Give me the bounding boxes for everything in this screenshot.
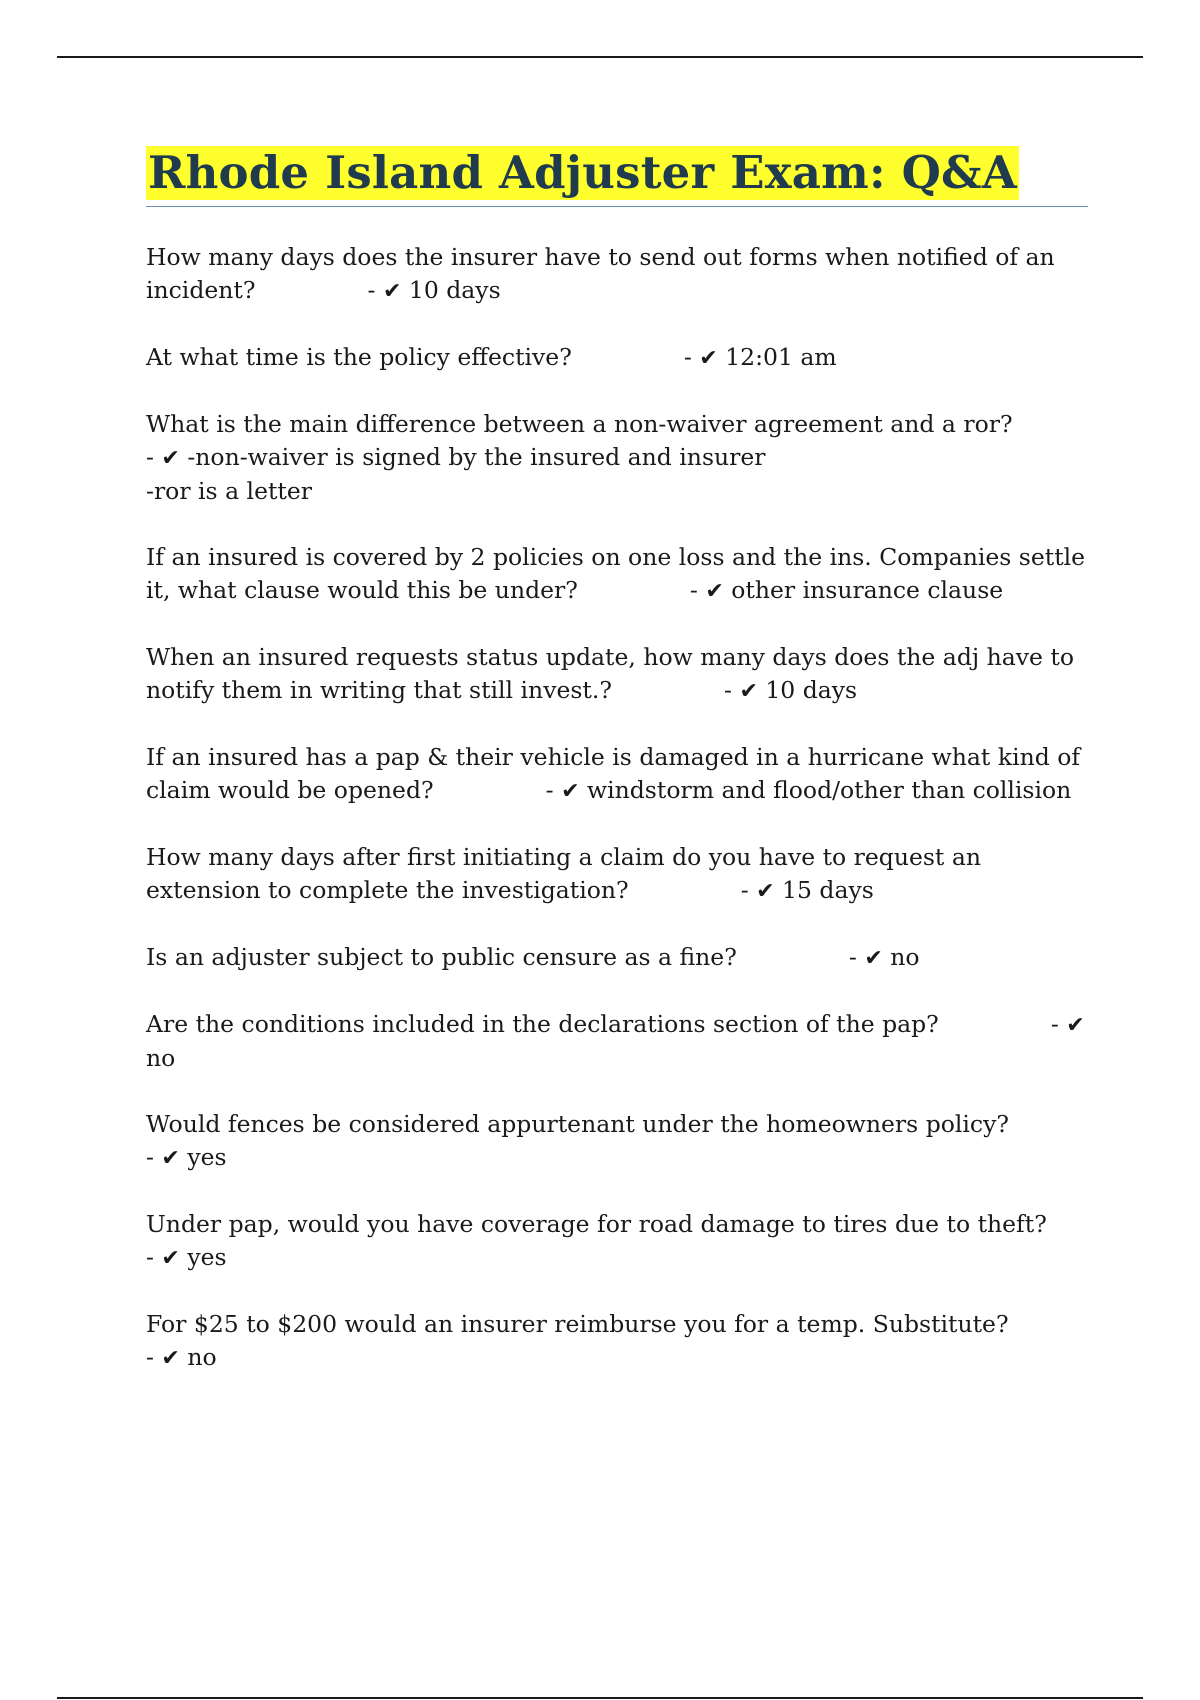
- answer: yes: [187, 1143, 227, 1171]
- qa-list: [146, 241, 1093, 1375]
- answer: -non-waiver is signed by the insured and insurer -ror is a letter: [146, 443, 766, 505]
- question-gap: [578, 576, 690, 604]
- qa-item: [146, 1008, 1088, 1075]
- check-icon: ✔: [161, 446, 180, 471]
- question: For $25 to $200 would an insurer reimburse you for a temp. Substitute?: [146, 1310, 1009, 1338]
- question: How many days after first initiating a claim do you have to request an extension to complete the investigation?: [146, 843, 989, 904]
- answer: 12:01 am: [725, 343, 837, 371]
- answer: 15 days: [782, 876, 874, 904]
- question-gap: [939, 1010, 1051, 1038]
- answer: no: [890, 943, 920, 971]
- question-gap: [629, 876, 741, 904]
- separator: -: [740, 876, 757, 904]
- answer: 10 days: [408, 276, 501, 304]
- question: When an insured requests status update, how many days does the adj have to notify them in writing that still invest.?: [146, 643, 1082, 704]
- check-icon: ✔: [756, 879, 775, 904]
- top-rule: [57, 56, 1143, 58]
- qa-item: [146, 641, 1088, 708]
- title-block: [146, 146, 1088, 207]
- question: If an insured has a pap & their vehicle is damaged in a hurricane what kind of claim would be opened?: [146, 743, 1088, 804]
- question-gap: [612, 676, 724, 704]
- check-icon: ✔: [161, 1246, 180, 1271]
- page-title: Rhode Island Adjuster Exam: Q&A: [148, 146, 1018, 199]
- check-icon: ✔: [161, 1146, 180, 1171]
- bottom-rule: [57, 1697, 1143, 1699]
- document-body: [146, 146, 1093, 1408]
- check-icon: ✔: [739, 679, 758, 704]
- question: At what time is the policy effective?: [146, 343, 572, 371]
- qa-item: [146, 1108, 1088, 1175]
- separator: -: [146, 1243, 162, 1271]
- check-icon: ✔: [561, 779, 580, 804]
- qa-item: [146, 741, 1088, 808]
- qa-item: [146, 341, 1088, 375]
- separator: -: [848, 943, 865, 971]
- answer: yes: [187, 1243, 227, 1271]
- separator: -: [1050, 1010, 1067, 1038]
- question: Are the conditions included in the declarations section of the pap?: [146, 1010, 939, 1038]
- check-icon: ✔: [161, 1346, 180, 1371]
- check-icon: ✔: [382, 279, 402, 304]
- qa-item: [146, 841, 1088, 908]
- check-icon: ✔: [699, 346, 718, 371]
- question-gap: [737, 943, 849, 971]
- qa-item: [146, 941, 1088, 975]
- qa-item: [146, 1208, 1088, 1275]
- question: Would fences be considered appurtenant under the homeowners policy?: [146, 1110, 1009, 1138]
- separator: -: [146, 443, 162, 471]
- answer: no: [146, 1044, 176, 1072]
- separator: -: [146, 1143, 162, 1171]
- question: Under pap, would you have coverage for road damage to tires due to theft?: [146, 1210, 1047, 1238]
- separator: -: [367, 276, 383, 304]
- answer: windstorm and flood/other than collision: [587, 776, 1072, 804]
- answer: no: [187, 1343, 217, 1371]
- separator: -: [683, 343, 700, 371]
- check-icon: ✔: [1066, 1013, 1085, 1038]
- check-icon: ✔: [705, 579, 724, 604]
- separator: -: [724, 676, 740, 704]
- qa-item: [146, 541, 1093, 608]
- separator: -: [545, 776, 562, 804]
- separator: -: [689, 576, 706, 604]
- question-gap: [434, 776, 546, 804]
- question: What is the main difference between a non-waiver agreement and a ror?: [146, 410, 1013, 438]
- check-icon: ✔: [864, 946, 883, 971]
- question: Is an adjuster subject to public censure as a fine?: [146, 943, 737, 971]
- answer: other insurance clause: [731, 576, 1004, 604]
- question-gap: [255, 276, 367, 304]
- question: If an insured is covered by 2 policies on one loss and the ins. Companies settle it, what clause would this be under?: [146, 543, 1093, 604]
- question: How many days does the insurer have to send out forms when notified of an incident?: [146, 243, 1063, 304]
- qa-item: [146, 1308, 1088, 1375]
- qa-item: [146, 241, 1088, 308]
- answer: 10 days: [765, 676, 858, 704]
- question-gap: [572, 343, 684, 371]
- separator: -: [146, 1343, 162, 1371]
- qa-item: [146, 408, 1088, 508]
